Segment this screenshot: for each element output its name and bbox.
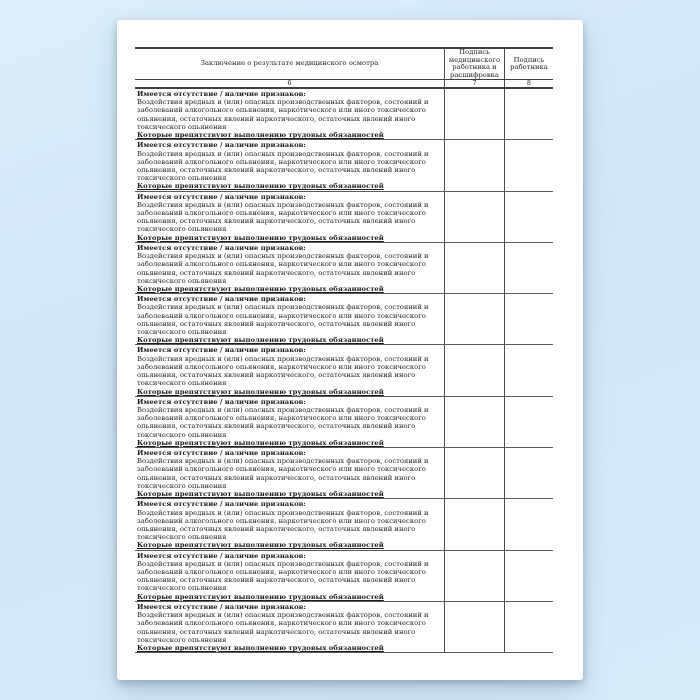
- header-medical-signature: Подпись медицинского работника и расшифровка: [444, 49, 504, 79]
- conclusion-cell: [135, 551, 444, 601]
- worker-signature-cell: [504, 602, 553, 652]
- conclusion-cell: [135, 345, 444, 395]
- row-footer: Которые препятствуют выполнению трудовых обязанностей: [137, 438, 384, 447]
- row-body-line: Воздействия вредных и (или) опасных производственных факторов, состояний и: [137, 611, 429, 620]
- row-body-line: токсического опьянения: [137, 276, 227, 285]
- row-body-line: токсического опьянения: [137, 379, 227, 388]
- row-body-line: токсического опьянения: [137, 328, 227, 336]
- worker-signature-cell: [504, 345, 553, 395]
- row-body-line: Воздействия вредных и (или) опасных производственных факторов, состояний и: [137, 559, 429, 568]
- row-body-line: Воздействия вредных и (или) опасных производственных факторов, состояний и: [137, 405, 429, 414]
- row-title: Имеется отсутствие / наличие признаков:: [137, 90, 306, 98]
- row-footer: Которые препятствуют выполнению трудовых обязанностей: [137, 284, 384, 293]
- row-body-line: Воздействия вредных и (или) опасных производственных факторов, состояний и: [137, 303, 429, 312]
- table-row: [135, 243, 553, 294]
- row-body-line: заболеваний алкогольного опьянения, наркотического или иного токсического: [137, 362, 426, 371]
- worker-signature-cell: [504, 140, 553, 190]
- medical-conclusion-table: [135, 47, 553, 653]
- medical-signature-cell: [444, 602, 504, 652]
- row-body-line: заболеваний алкогольного опьянения, наркотического или иного токсического: [137, 260, 426, 269]
- row-body-line: заболеваний алкогольного опьянения, наркотического или иного токсического: [137, 568, 426, 577]
- conclusion-cell: [135, 448, 444, 498]
- row-footer: Которые препятствуют выполнению трудовых обязанностей: [137, 643, 384, 652]
- medical-signature-cell: [444, 192, 504, 242]
- row-footer: Которые препятствуют выполнению трудовых обязанностей: [137, 233, 384, 242]
- row-body-line: токсического опьянения: [137, 122, 227, 131]
- worker-signature-cell: [504, 89, 553, 139]
- medical-signature-cell: [444, 140, 504, 190]
- table-row: [135, 397, 553, 448]
- conclusion-cell: [135, 499, 444, 549]
- row-body-line: токсического опьянения: [137, 174, 227, 183]
- conclusion-cell: [135, 243, 444, 293]
- row-body-line: заболеваний алкогольного опьянения, наркотического или иного токсического: [137, 414, 426, 423]
- row-footer: Которые препятствуют выполнению трудовых обязанностей: [137, 592, 384, 601]
- row-body-line: токсического опьянения: [137, 635, 227, 644]
- row-body-line: заболеваний алкогольного опьянения, наркотического или иного токсического: [137, 209, 426, 217]
- table-row: [135, 602, 553, 653]
- conclusion-cell: [135, 89, 444, 139]
- row-body-line: опьянения, остаточных явлений наркотического, остаточных явлений иного: [137, 524, 416, 533]
- row-body-line: опьянения, остаточных явлений наркотического, остаточных явлений иного: [137, 371, 416, 380]
- row-body-line: Воздействия вредных и (или) опасных производственных факторов, состояний и: [137, 354, 429, 363]
- row-title: Имеется отсутствие / наличие признаков:: [137, 141, 306, 150]
- row-body-line: опьянения, остаточных явлений наркотического, остаточных явлений иного: [137, 165, 416, 174]
- row-footer: Которые препятствуют выполнению трудовых обязанностей: [137, 541, 384, 550]
- row-body-line: заболеваний алкогольного опьянения, наркотического или иного токсического: [137, 157, 426, 166]
- row-body-line: Воздействия вредных и (или) опасных производственных факторов, состояний и: [137, 98, 429, 107]
- conclusion-cell: [135, 140, 444, 190]
- column-number-row: [135, 80, 553, 89]
- conclusion-cell: [135, 397, 444, 447]
- table-row: [135, 551, 553, 602]
- worker-signature-cell: [504, 243, 553, 293]
- medical-signature-cell: [444, 551, 504, 601]
- row-body-line: Воздействия вредных и (или) опасных производственных факторов, состояний и: [137, 457, 429, 466]
- row-footer: Которые препятствуют выполнению трудовых обязанностей: [137, 336, 384, 345]
- medical-signature-cell: [444, 294, 504, 344]
- table-body: [135, 89, 553, 653]
- row-body-line: заболеваний алкогольного опьянения, наркотического или иного токсического: [137, 311, 426, 320]
- worker-signature-cell: [504, 192, 553, 242]
- row-footer: Которые препятствуют выполнению трудовых обязанностей: [137, 490, 384, 499]
- table-row: [135, 192, 553, 243]
- table-row: [135, 89, 553, 140]
- row-title: Имеется отсутствие / наличие признаков:: [137, 602, 306, 611]
- conclusion-cell: [135, 602, 444, 652]
- row-body-line: опьянения, остаточных явлений наркотического, остаточных явлений иного: [137, 268, 416, 277]
- row-title: Имеется отсутствие / наличие признаков:: [137, 551, 306, 560]
- row-body-line: заболеваний алкогольного опьянения, наркотического или иного токсического: [137, 465, 426, 474]
- column-number-8: 8: [504, 80, 553, 87]
- table-row: [135, 499, 553, 550]
- row-body-line: токсического опьянения: [137, 584, 227, 593]
- header-worker-signature: Подпись работника: [504, 49, 553, 79]
- column-number-6: 6: [287, 79, 292, 87]
- row-body-line: заболеваний алкогольного опьянения, наркотического или иного токсического: [137, 619, 426, 628]
- row-body-line: заболеваний алкогольного опьянения, наркотического или иного токсического: [137, 106, 426, 115]
- row-title: Имеется отсутствие / наличие признаков:: [137, 192, 306, 201]
- row-title: Имеется отсутствие / наличие признаков:: [137, 500, 306, 509]
- row-body-line: токсического опьянения: [137, 430, 227, 439]
- row-body-line: опьянения, остаточных явлений наркотического, остаточных явлений иного: [137, 627, 416, 636]
- header-conclusion: Заключение о результате медицинского осмотра: [200, 59, 379, 68]
- row-title: Имеется отсутствие / наличие признаков:: [137, 449, 306, 458]
- row-body-line: Воздействия вредных и (или) опасных производственных факторов, состояний и: [137, 149, 429, 158]
- worker-signature-cell: [504, 397, 553, 447]
- medical-signature-cell: [444, 448, 504, 498]
- row-body-line: Воздействия вредных и (или) опасных производственных факторов, состояний и: [137, 200, 429, 209]
- row-footer: Которые препятствуют выполнению трудовых обязанностей: [137, 131, 384, 140]
- table-row: [135, 294, 553, 345]
- medical-signature-cell: [444, 397, 504, 447]
- worker-signature-cell: [504, 499, 553, 549]
- row-body-line: заболеваний алкогольного опьянения, наркотического или иного токсического: [137, 516, 426, 525]
- medical-signature-cell: [444, 243, 504, 293]
- row-body-line: опьянения, остаточных явлений наркотического, остаточных явлений иного: [137, 473, 416, 482]
- row-body-line: опьянения, остаточных явлений наркотического, остаточных явлений иного: [137, 319, 416, 328]
- conclusion-cell: [135, 192, 444, 242]
- row-body-line: токсического опьянения: [137, 225, 227, 234]
- table-row: [135, 448, 553, 499]
- table-row: [135, 140, 553, 191]
- table-header-row: [135, 49, 553, 80]
- row-body-line: опьянения, остаточных явлений наркотического, остаточных явлений иного: [137, 422, 416, 431]
- medical-signature-cell: [444, 499, 504, 549]
- medical-signature-cell: [444, 345, 504, 395]
- table-row: [135, 345, 553, 396]
- row-footer: Которые препятствуют выполнению трудовых обязанностей: [137, 182, 384, 191]
- worker-signature-cell: [504, 448, 553, 498]
- row-footer: Которые препятствуют выполнению трудовых обязанностей: [137, 387, 384, 396]
- row-body-line: Воздействия вредных и (или) опасных производственных факторов, состояний и: [137, 252, 429, 261]
- row-body-line: токсического опьянения: [137, 533, 227, 542]
- conclusion-cell: [135, 294, 444, 344]
- row-body-line: опьянения, остаточных явлений наркотического, остаточных явлений иного: [137, 114, 416, 123]
- row-title: Имеется отсутствие / наличие признаков:: [137, 243, 306, 252]
- row-body-line: опьянения, остаточных явлений наркотического, остаточных явлений иного: [137, 576, 416, 585]
- row-title: Имеется отсутствие / наличие признаков:: [137, 346, 306, 355]
- row-title: Имеется отсутствие / наличие признаков:: [137, 397, 306, 406]
- worker-signature-cell: [504, 294, 553, 344]
- medical-signature-cell: [444, 89, 504, 139]
- row-body-line: Воздействия вредных и (или) опасных производственных факторов, состояний и: [137, 508, 429, 517]
- row-body-line: токсического опьянения: [137, 481, 227, 490]
- row-title: Имеется отсутствие / наличие признаков:: [137, 295, 306, 304]
- row-body-line: опьянения, остаточных явлений наркотического, остаточных явлений иного: [137, 217, 416, 226]
- worker-signature-cell: [504, 551, 553, 601]
- document-sheet: [117, 20, 583, 680]
- column-number-7: 7: [444, 80, 504, 87]
